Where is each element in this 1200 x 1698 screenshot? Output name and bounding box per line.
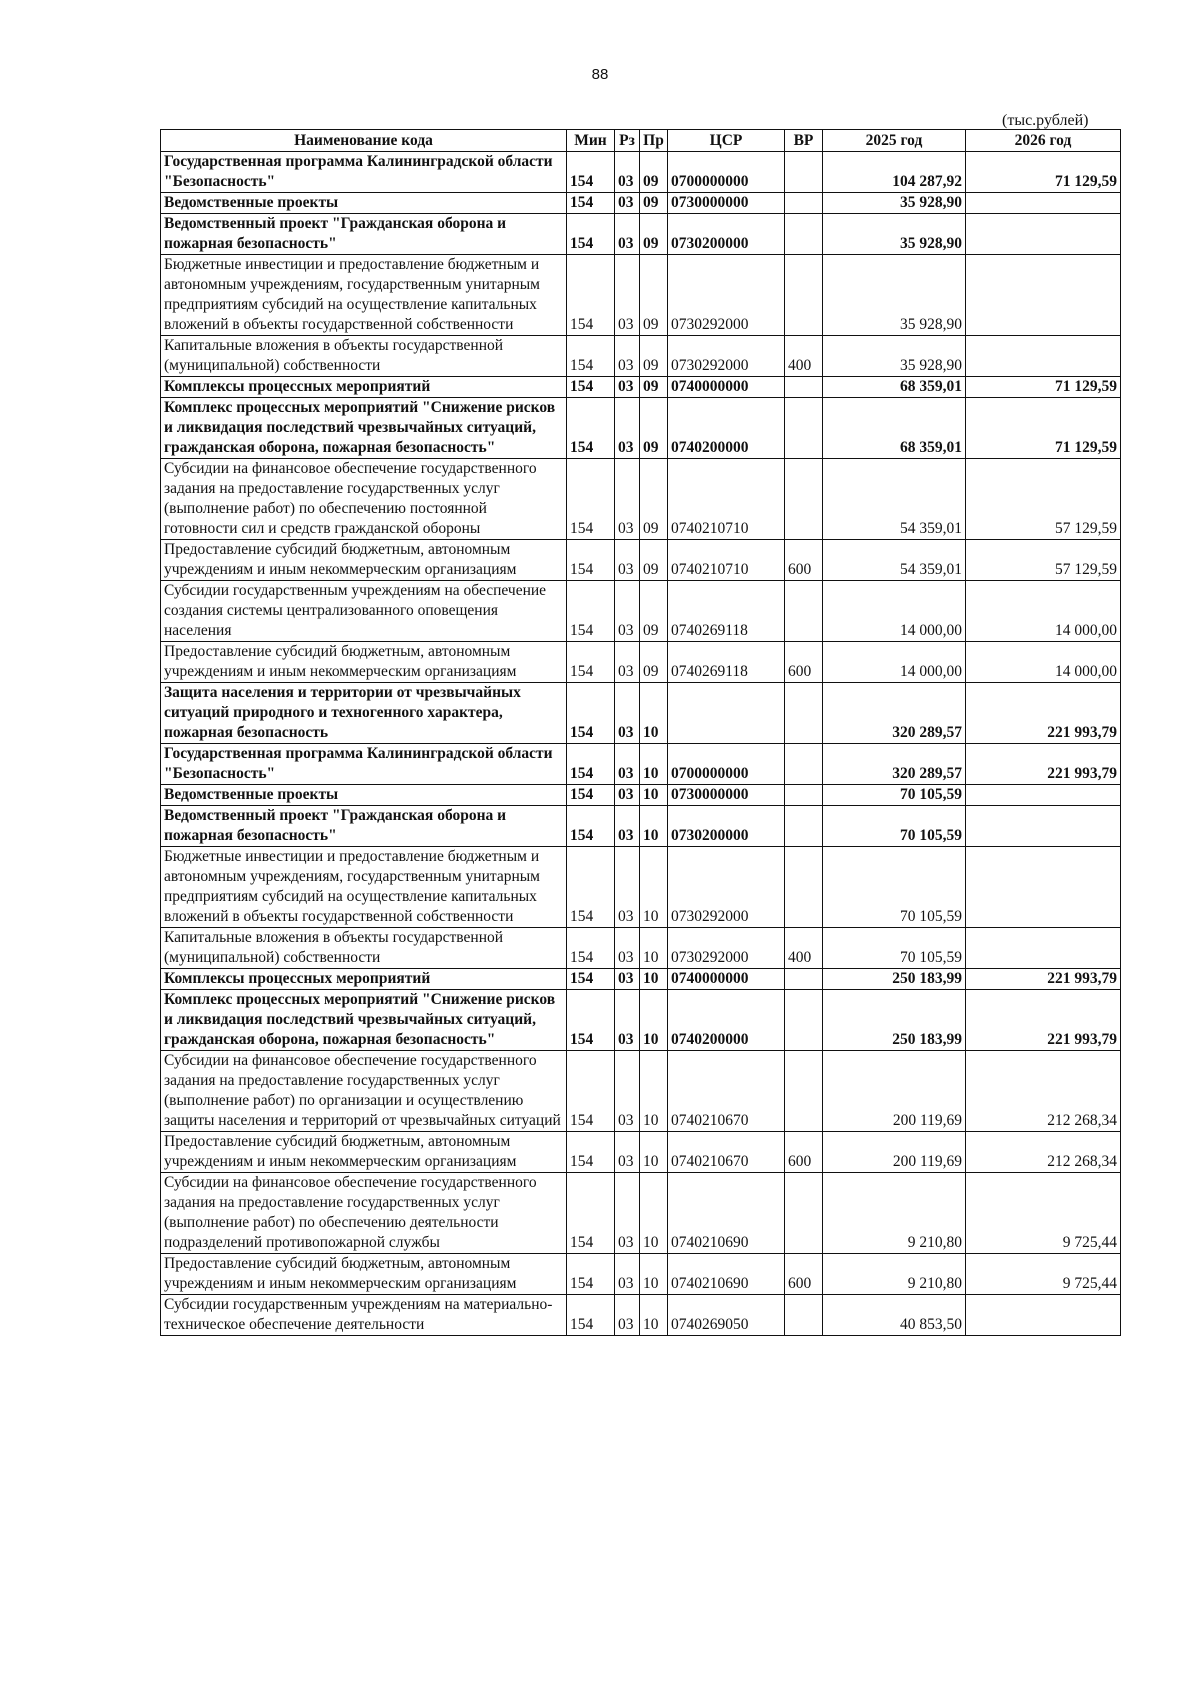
cell-2025: 14 000,00: [823, 581, 966, 642]
cell-2026: [966, 1295, 1121, 1336]
cell-rz: 03: [615, 928, 640, 969]
cell-name: Предоставление субсидий бюджетным, автономным учреждениям и иным некоммерческим организациям: [161, 1132, 567, 1173]
cell-vr: [785, 1173, 823, 1254]
header-rz: Рз: [615, 130, 640, 152]
cell-2026: 212 268,34: [966, 1051, 1121, 1132]
cell-min: 154: [567, 1173, 615, 1254]
cell-vr: [785, 581, 823, 642]
cell-pr: 09: [640, 336, 668, 377]
header-2026: 2026 год: [966, 130, 1121, 152]
cell-2025: 70 105,59: [823, 847, 966, 928]
cell-min: 154: [567, 459, 615, 540]
units-label: (тыс.рублей): [1002, 112, 1089, 129]
cell-rz: 03: [615, 459, 640, 540]
cell-2026: 71 129,59: [966, 377, 1121, 398]
cell-csr: 0740000000: [668, 377, 785, 398]
cell-name: Ведомственный проект "Гражданская оборона и пожарная безопасность": [161, 214, 567, 255]
header-2025: 2025 год: [823, 130, 966, 152]
cell-2025: 14 000,00: [823, 642, 966, 683]
cell-2025: 54 359,01: [823, 459, 966, 540]
cell-2026: 71 129,59: [966, 152, 1121, 193]
table-body: [161, 152, 1121, 1336]
cell-rz: 03: [615, 806, 640, 847]
cell-pr: 09: [640, 377, 668, 398]
table-row: [161, 193, 1121, 214]
cell-name: Субсидии на финансовое обеспечение государственного задания на предоставление государственных услуг (выполнение работ) по организации и осуществлению защиты населения и территорий от чрезвычайных ситуаций: [161, 1051, 567, 1132]
table-row: [161, 1295, 1121, 1336]
cell-min: 154: [567, 1132, 615, 1173]
cell-csr: 0730200000: [668, 214, 785, 255]
cell-name: Предоставление субсидий бюджетным, автономным учреждениям и иным некоммерческим организациям: [161, 1254, 567, 1295]
cell-min: 154: [567, 990, 615, 1051]
cell-2025: 250 183,99: [823, 969, 966, 990]
cell-min: 154: [567, 214, 615, 255]
cell-name: Капитальные вложения в объекты государственной (муниципальной) собственности: [161, 928, 567, 969]
cell-rz: 03: [615, 540, 640, 581]
cell-csr: 0730292000: [668, 336, 785, 377]
cell-name: Ведомственные проекты: [161, 785, 567, 806]
cell-pr: 09: [640, 193, 668, 214]
cell-rz: 03: [615, 969, 640, 990]
cell-2025: 70 105,59: [823, 785, 966, 806]
cell-vr: [785, 806, 823, 847]
table-row: [161, 744, 1121, 785]
table-row: [161, 1173, 1121, 1254]
cell-2025: 200 119,69: [823, 1132, 966, 1173]
cell-2026: 221 993,79: [966, 969, 1121, 990]
cell-rz: 03: [615, 1295, 640, 1336]
cell-min: 154: [567, 581, 615, 642]
cell-2025: 35 928,90: [823, 336, 966, 377]
cell-rz: 03: [615, 683, 640, 744]
cell-min: 154: [567, 398, 615, 459]
cell-vr: [785, 459, 823, 540]
cell-csr: 0740200000: [668, 398, 785, 459]
cell-csr: 0740269118: [668, 581, 785, 642]
cell-name: Бюджетные инвестиции и предоставление бюджетным и автономным учреждениям, государственным унитарным предприятиям субсидий на осуществление капитальных вложений в объекты государственной собственности: [161, 847, 567, 928]
cell-vr: [785, 847, 823, 928]
cell-pr: 10: [640, 683, 668, 744]
cell-name: Комплексы процессных мероприятий: [161, 969, 567, 990]
cell-csr: 0740210690: [668, 1173, 785, 1254]
cell-vr: 600: [785, 1132, 823, 1173]
cell-rz: 03: [615, 1254, 640, 1295]
cell-2026: 57 129,59: [966, 459, 1121, 540]
cell-min: 154: [567, 744, 615, 785]
table-row: [161, 336, 1121, 377]
cell-2025: 104 287,92: [823, 152, 966, 193]
cell-pr: 09: [640, 214, 668, 255]
table-row: [161, 398, 1121, 459]
cell-min: 154: [567, 969, 615, 990]
cell-2025: 40 853,50: [823, 1295, 966, 1336]
cell-name: Субсидии государственным учреждениям на обеспечение создания системы централизованного оповещения населения: [161, 581, 567, 642]
cell-vr: [785, 193, 823, 214]
cell-csr: 0740210670: [668, 1051, 785, 1132]
cell-pr: 09: [640, 398, 668, 459]
cell-min: 154: [567, 377, 615, 398]
table-row: [161, 540, 1121, 581]
cell-min: 154: [567, 928, 615, 969]
cell-2026: [966, 806, 1121, 847]
cell-vr: [785, 785, 823, 806]
header-vr: ВР: [785, 130, 823, 152]
cell-2026: [966, 255, 1121, 336]
cell-name: Защита населения и территории от чрезвычайных ситуаций природного и техногенного характера, пожарная безопасность: [161, 683, 567, 744]
cell-2025: 320 289,57: [823, 683, 966, 744]
cell-pr: 09: [640, 255, 668, 336]
cell-2025: 70 105,59: [823, 806, 966, 847]
cell-2026: 57 129,59: [966, 540, 1121, 581]
cell-name: Капитальные вложения в объекты государственной (муниципальной) собственности: [161, 336, 567, 377]
table-row: [161, 1132, 1121, 1173]
cell-min: 154: [567, 540, 615, 581]
cell-vr: 400: [785, 336, 823, 377]
cell-name: Предоставление субсидий бюджетным, автономным учреждениям и иным некоммерческим организациям: [161, 540, 567, 581]
cell-2025: 320 289,57: [823, 744, 966, 785]
cell-2026: 221 993,79: [966, 683, 1121, 744]
cell-pr: 10: [640, 1254, 668, 1295]
cell-vr: 600: [785, 540, 823, 581]
cell-vr: [785, 683, 823, 744]
header-csr: ЦСР: [668, 130, 785, 152]
cell-min: 154: [567, 683, 615, 744]
cell-rz: 03: [615, 744, 640, 785]
cell-csr: 0730292000: [668, 847, 785, 928]
cell-name: Субсидии на финансовое обеспечение государственного задания на предоставление государственных услуг (выполнение работ) по обеспечению постоянной готовности сил и средств гражданской обороны: [161, 459, 567, 540]
cell-csr: 0700000000: [668, 152, 785, 193]
header-name: Наименование кода: [161, 130, 567, 152]
cell-2025: 9 210,80: [823, 1254, 966, 1295]
cell-csr: 0740000000: [668, 969, 785, 990]
cell-name: Субсидии на финансовое обеспечение государственного задания на предоставление государственных услуг (выполнение работ) по обеспечению деятельности подразделений противопожарной службы: [161, 1173, 567, 1254]
cell-2025: 200 119,69: [823, 1051, 966, 1132]
cell-min: 154: [567, 1051, 615, 1132]
header-row: [161, 130, 1121, 152]
cell-min: 154: [567, 1254, 615, 1295]
table-row: [161, 214, 1121, 255]
cell-2026: 9 725,44: [966, 1254, 1121, 1295]
cell-csr: 0740210670: [668, 1132, 785, 1173]
cell-pr: 10: [640, 1295, 668, 1336]
cell-min: 154: [567, 193, 615, 214]
table-row: [161, 806, 1121, 847]
cell-rz: 03: [615, 193, 640, 214]
cell-csr: 0730292000: [668, 255, 785, 336]
cell-2026: [966, 193, 1121, 214]
cell-rz: 03: [615, 581, 640, 642]
cell-rz: 03: [615, 398, 640, 459]
cell-rz: 03: [615, 1173, 640, 1254]
table-row: [161, 847, 1121, 928]
cell-csr: 0700000000: [668, 744, 785, 785]
cell-name: Предоставление субсидий бюджетным, автономным учреждениям и иным некоммерческим организациям: [161, 642, 567, 683]
cell-csr: 0740269050: [668, 1295, 785, 1336]
cell-2025: 70 105,59: [823, 928, 966, 969]
header-pr: Пр: [640, 130, 668, 152]
cell-pr: 09: [640, 540, 668, 581]
cell-pr: 10: [640, 1051, 668, 1132]
table-row: [161, 255, 1121, 336]
cell-pr: 09: [640, 642, 668, 683]
cell-2025: 68 359,01: [823, 377, 966, 398]
cell-2026: 221 993,79: [966, 990, 1121, 1051]
cell-pr: 10: [640, 1173, 668, 1254]
cell-vr: [785, 1051, 823, 1132]
cell-min: 154: [567, 152, 615, 193]
cell-csr: 0740210690: [668, 1254, 785, 1295]
cell-2025: 35 928,90: [823, 214, 966, 255]
table-row: [161, 990, 1121, 1051]
cell-pr: 09: [640, 152, 668, 193]
cell-csr: 0740210710: [668, 459, 785, 540]
page-number: 88: [591, 66, 609, 83]
cell-csr: 0730000000: [668, 193, 785, 214]
cell-csr: 0730200000: [668, 806, 785, 847]
cell-min: 154: [567, 255, 615, 336]
budget-table: [160, 129, 1121, 1336]
cell-vr: [785, 398, 823, 459]
cell-pr: 10: [640, 785, 668, 806]
cell-vr: [785, 255, 823, 336]
table-row: [161, 642, 1121, 683]
cell-csr: 0740210710: [668, 540, 785, 581]
cell-name: Ведомственный проект "Гражданская оборона и пожарная безопасность": [161, 806, 567, 847]
cell-pr: 10: [640, 744, 668, 785]
table-row: [161, 683, 1121, 744]
cell-vr: 600: [785, 1254, 823, 1295]
table-row: [161, 377, 1121, 398]
cell-rz: 03: [615, 255, 640, 336]
table-row: [161, 152, 1121, 193]
cell-2026: 9 725,44: [966, 1173, 1121, 1254]
cell-rz: 03: [615, 990, 640, 1051]
cell-2026: 212 268,34: [966, 1132, 1121, 1173]
cell-pr: 09: [640, 581, 668, 642]
table-row: [161, 1051, 1121, 1132]
cell-2026: [966, 847, 1121, 928]
cell-rz: 03: [615, 152, 640, 193]
table-row: [161, 581, 1121, 642]
cell-2026: 221 993,79: [966, 744, 1121, 785]
cell-vr: [785, 377, 823, 398]
cell-name: Бюджетные инвестиции и предоставление бюджетным и автономным учреждениям, государственным унитарным предприятиям субсидий на осуществление капитальных вложений в объекты государственной собственности: [161, 255, 567, 336]
cell-name: Государственная программа Калининградской области "Безопасность": [161, 744, 567, 785]
cell-pr: 10: [640, 1132, 668, 1173]
cell-pr: 10: [640, 847, 668, 928]
cell-pr: 10: [640, 990, 668, 1051]
cell-vr: [785, 990, 823, 1051]
cell-rz: 03: [615, 214, 640, 255]
cell-min: 154: [567, 642, 615, 683]
cell-csr: 0730292000: [668, 928, 785, 969]
cell-2026: 14 000,00: [966, 581, 1121, 642]
cell-vr: 400: [785, 928, 823, 969]
table-row: [161, 459, 1121, 540]
table-row: [161, 1254, 1121, 1295]
table-row: [161, 785, 1121, 806]
cell-name: Комплексы процессных мероприятий: [161, 377, 567, 398]
cell-2025: 9 210,80: [823, 1173, 966, 1254]
cell-rz: 03: [615, 1132, 640, 1173]
cell-2025: 35 928,90: [823, 193, 966, 214]
cell-rz: 03: [615, 785, 640, 806]
cell-2026: [966, 928, 1121, 969]
cell-csr: 0730000000: [668, 785, 785, 806]
cell-csr: 0740269118: [668, 642, 785, 683]
cell-min: 154: [567, 1295, 615, 1336]
cell-rz: 03: [615, 1051, 640, 1132]
cell-2026: [966, 336, 1121, 377]
cell-min: 154: [567, 336, 615, 377]
cell-name: Комплекс процессных мероприятий "Снижение рисков и ликвидация последствий чрезвычайных ситуаций, гражданская оборона, пожарная безопасность": [161, 398, 567, 459]
cell-2026: 71 129,59: [966, 398, 1121, 459]
cell-vr: [785, 214, 823, 255]
cell-pr: 09: [640, 459, 668, 540]
cell-csr: [668, 683, 785, 744]
cell-vr: [785, 744, 823, 785]
cell-min: 154: [567, 785, 615, 806]
cell-pr: 10: [640, 806, 668, 847]
cell-pr: 10: [640, 928, 668, 969]
cell-vr: [785, 969, 823, 990]
cell-csr: 0740200000: [668, 990, 785, 1051]
cell-name: Комплекс процессных мероприятий "Снижение рисков и ликвидация последствий чрезвычайных ситуаций, гражданская оборона, пожарная безопасность": [161, 990, 567, 1051]
cell-rz: 03: [615, 377, 640, 398]
cell-2025: 54 359,01: [823, 540, 966, 581]
cell-2026: [966, 785, 1121, 806]
cell-pr: 10: [640, 969, 668, 990]
cell-rz: 03: [615, 336, 640, 377]
cell-2025: 35 928,90: [823, 255, 966, 336]
cell-rz: 03: [615, 642, 640, 683]
cell-name: Ведомственные проекты: [161, 193, 567, 214]
cell-min: 154: [567, 847, 615, 928]
cell-vr: 600: [785, 642, 823, 683]
cell-vr: [785, 1295, 823, 1336]
cell-2026: [966, 214, 1121, 255]
cell-name: Государственная программа Калининградской области "Безопасность": [161, 152, 567, 193]
cell-vr: [785, 152, 823, 193]
table-row: [161, 928, 1121, 969]
cell-2026: 14 000,00: [966, 642, 1121, 683]
cell-name: Субсидии государственным учреждениям на материально-техническое обеспечение деятельности: [161, 1295, 567, 1336]
cell-rz: 03: [615, 847, 640, 928]
cell-2025: 250 183,99: [823, 990, 966, 1051]
header-min: Мин: [567, 130, 615, 152]
cell-2025: 68 359,01: [823, 398, 966, 459]
table-row: [161, 969, 1121, 990]
cell-min: 154: [567, 806, 615, 847]
